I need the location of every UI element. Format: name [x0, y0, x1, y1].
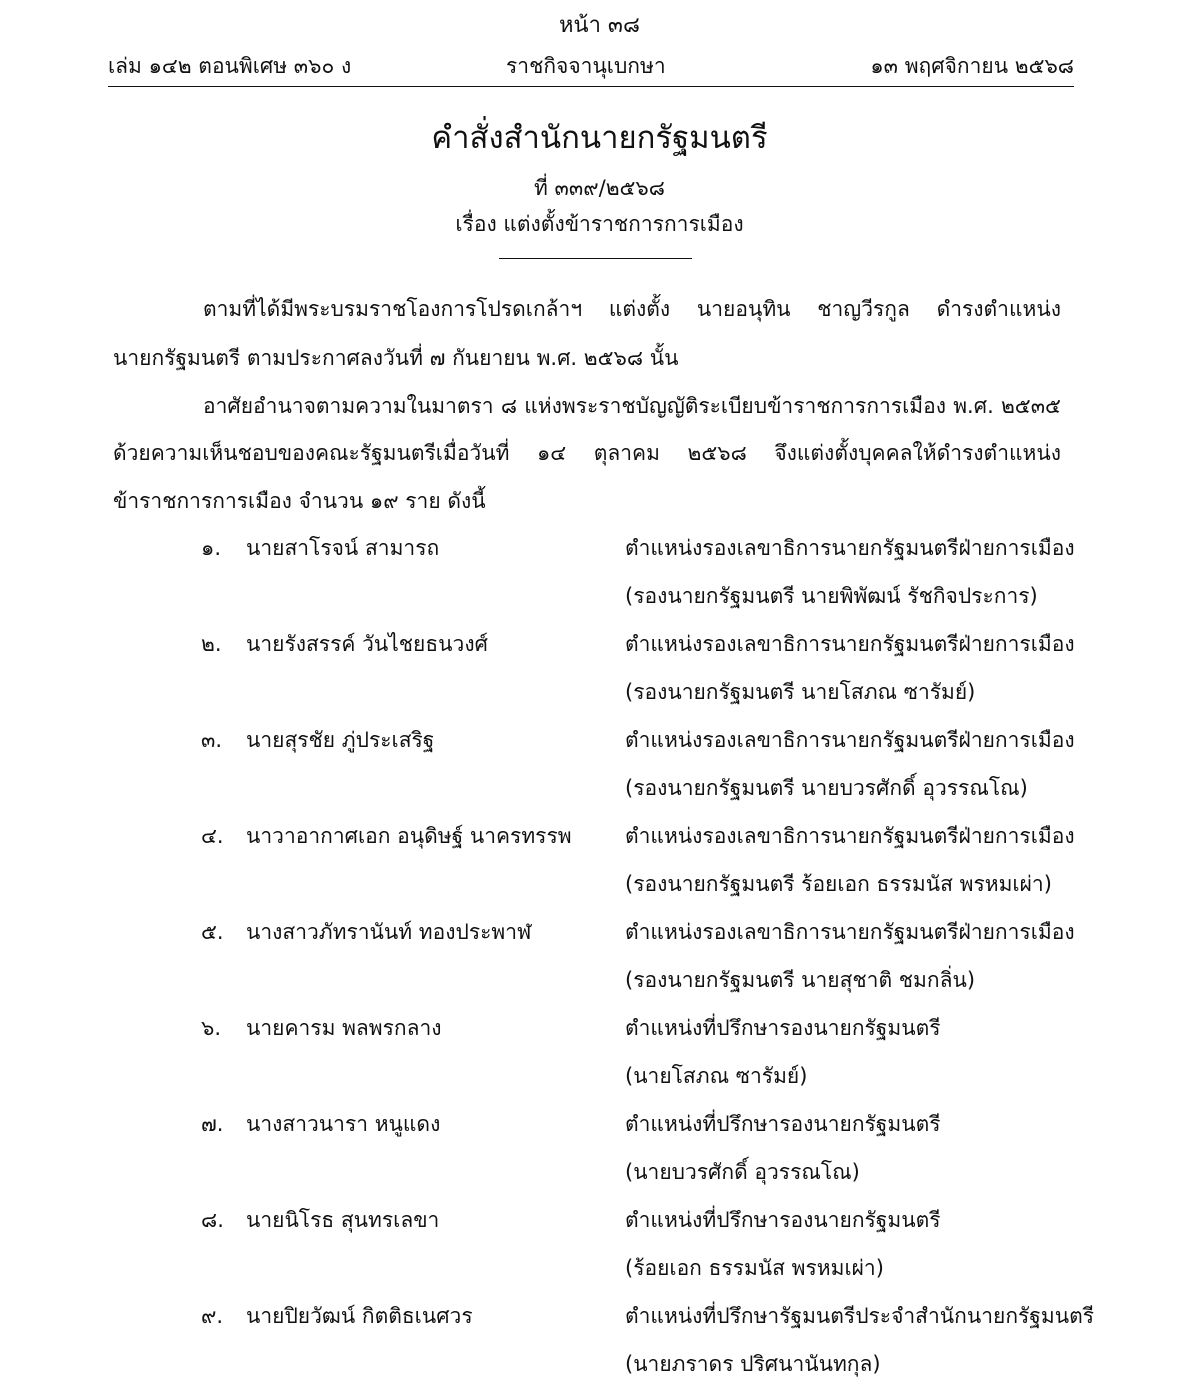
attached-to: (รองนายกรัฐมนตรี ร้อยเอก ธรรมนัส พรหมเผ่า): [625, 872, 1052, 896]
item-number: ๔.: [201, 824, 224, 848]
item-number: ๓.: [201, 728, 223, 752]
paragraph-2-line-3: ข้าราชการการเมือง จำนวน ๑๙ ราย ดังนี้: [113, 489, 486, 513]
paragraph-1-line-2: นายกรัฐมนตรี ตามประกาศลงวันที่ ๗ กันยายน พ.ศ. ๒๕๖๘ นั้น: [113, 346, 679, 370]
text-segment: พ.ศ.: [953, 394, 994, 418]
item-number: ๑.: [201, 536, 222, 560]
text-segment: นายอนุทิน: [696, 297, 791, 321]
item-number: ๖.: [201, 1016, 222, 1040]
text-segment: ด้วยความเห็นชอบของคณะรัฐมนตรีเมื่อวันที่: [113, 441, 510, 465]
text-segment: ชาญวีรกูล: [817, 297, 910, 321]
list-item: [0, 912, 1199, 1008]
title-divider: [499, 258, 692, 259]
item-number: ๙.: [201, 1304, 224, 1328]
paragraph-2-line-1: [203, 386, 1061, 426]
position-title: ตำแหน่งรองเลขาธิการนายกรัฐมนตรีฝ่ายการเมือง: [625, 728, 1075, 752]
text-segment: อาศัยอำนาจตามความในมาตรา: [203, 394, 494, 418]
item-number: ๗.: [201, 1112, 224, 1136]
appointee-name: นายนิโรธ สุนทรเลขา: [246, 1208, 440, 1232]
gazette-name: ราชกิจจานุเบกษา: [506, 54, 666, 78]
text-segment: ตุลาคม: [593, 441, 660, 465]
attached-to: (รองนายกรัฐมนตรี นายโสภณ ซารัมย์): [625, 680, 976, 704]
list-item: [0, 1008, 1199, 1104]
text-segment: ๘: [500, 394, 518, 418]
text-segment: ดำรงตำแหน่ง: [936, 297, 1061, 321]
list-item: [0, 1200, 1199, 1296]
text-segment: จึงแต่งตั้งบุคคลให้ดำรงตำแหน่ง: [774, 441, 1061, 465]
volume-issue: เล่ม ๑๔๒ ตอนพิเศษ ๓๖๐ ง: [108, 54, 352, 78]
position-title: ตำแหน่งรองเลขาธิการนายกรัฐมนตรีฝ่ายการเมือง: [625, 824, 1075, 848]
item-number: ๒.: [201, 632, 222, 656]
appointee-name: นายสาโรจน์ สามารถ: [246, 536, 440, 560]
list-item: [0, 1104, 1199, 1200]
attached-to: (นายบวรศักดิ์ อุวรรณโณ): [625, 1160, 860, 1184]
text-segment: แต่งตั้ง: [608, 297, 671, 321]
list-item: [0, 528, 1199, 624]
list-item: [0, 816, 1199, 912]
paragraph-1-line-1: [203, 289, 1061, 329]
position-title: ตำแหน่งรองเลขาธิการนายกรัฐมนตรีฝ่ายการเมือง: [625, 632, 1075, 656]
document-subject: เรื่อง แต่งตั้งข้าราชการการเมือง: [455, 212, 744, 236]
position-title: ตำแหน่งรองเลขาธิการนายกรัฐมนตรีฝ่ายการเมือง: [625, 536, 1075, 560]
page-number: หน้า ๓๘: [559, 13, 640, 38]
position-title: ตำแหน่งที่ปรึกษารัฐมนตรีประจำสำนักนายกรัฐมนตรี: [625, 1304, 1095, 1328]
appointee-name: นายรังสรรค์ วันไชยธนวงศ์: [246, 632, 488, 656]
position-title: ตำแหน่งที่ปรึกษารองนายกรัฐมนตรี: [625, 1112, 941, 1136]
list-item: [0, 624, 1199, 720]
publication-date: ๑๓ พฤศจิกายน ๒๕๖๘: [870, 54, 1074, 78]
item-number: ๘.: [201, 1208, 224, 1232]
document-title: คำสั่งสำนักนายกรัฐมนตรี: [431, 120, 768, 156]
attached-to: (ร้อยเอก ธรรมนัส พรหมเผ่า): [625, 1256, 884, 1280]
text-segment: ๒๕๓๕: [1000, 394, 1061, 418]
list-item: [0, 720, 1199, 816]
gazette-header: [108, 46, 1074, 86]
document-number: ที่ ๓๓๙/๒๕๖๘: [534, 176, 665, 200]
header-divider: [108, 86, 1074, 87]
paragraph-2-line-2: [113, 433, 1061, 473]
position-title: ตำแหน่งที่ปรึกษารองนายกรัฐมนตรี: [625, 1208, 941, 1232]
attached-to: (รองนายกรัฐมนตรี นายสุชาติ ชมกลิ่น): [625, 968, 976, 992]
list-item: [0, 1296, 1199, 1392]
position-title: ตำแหน่งที่ปรึกษารองนายกรัฐมนตรี: [625, 1016, 941, 1040]
item-number: ๕.: [201, 920, 224, 944]
attached-to: (รองนายกรัฐมนตรี นายพิพัฒน์ รัชกิจประการ): [625, 584, 1038, 608]
position-title: ตำแหน่งรองเลขาธิการนายกรัฐมนตรีฝ่ายการเมือง: [625, 920, 1075, 944]
appointee-name: นายคารม พลพรกลาง: [246, 1016, 442, 1040]
appointee-name: นาวาอากาศเอก อนุดิษฐ์ นาครทรรพ: [246, 824, 572, 848]
attached-to: (นายภราดร ปริศนานันทกุล): [625, 1352, 881, 1376]
appointee-name: นายปิยวัฒน์ กิตติธเนศวร: [246, 1304, 473, 1328]
text-segment: แห่งพระราชบัญญัติระเบียบข้าราชการการเมือง: [524, 394, 946, 418]
appointee-name: นายสุรชัย ภู่ประเสริฐ: [246, 728, 435, 752]
text-segment: ๑๔: [536, 441, 567, 465]
appointee-name: นางสาวภัทรานันท์ ทองประพาฬ: [246, 920, 532, 944]
text-segment: ตามที่ได้มีพระบรมราชโองการโปรดเกล้าฯ: [203, 297, 583, 321]
appointee-name: นางสาวนารา หนูแดง: [246, 1112, 441, 1136]
text-segment: ๒๕๖๘: [687, 441, 747, 465]
attached-to: (รองนายกรัฐมนตรี นายบวรศักดิ์ อุวรรณโณ): [625, 776, 1028, 800]
attached-to: (นายโสภณ ซารัมย์): [625, 1064, 808, 1088]
